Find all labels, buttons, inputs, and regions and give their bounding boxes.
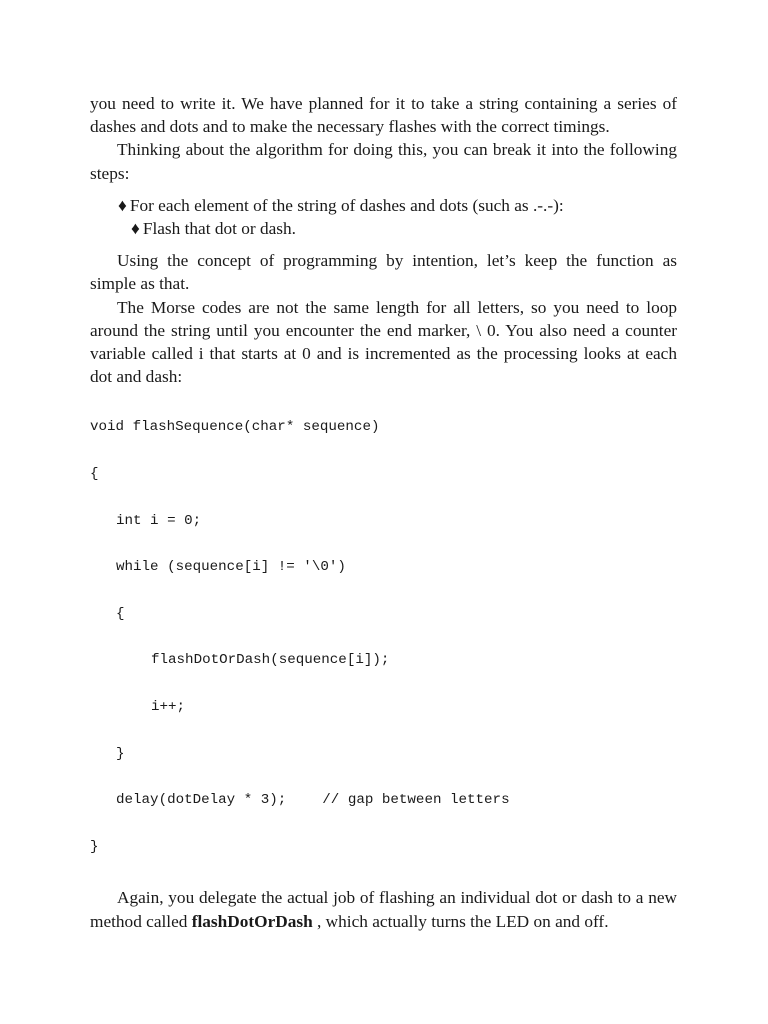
code-line: void flashSequence(char* sequence)	[90, 419, 380, 436]
paragraph-text: Again, you delegate the actual job of flashing an individual dot or dash to a new method called	[90, 888, 677, 931]
list-item-text: Flash that dot or dash.	[142, 219, 296, 239]
code-line: }	[90, 838, 99, 855]
code-line: flashDotOrDash(sequence[i]);	[151, 652, 390, 669]
code-line	[90, 777, 677, 824]
list-item	[90, 217, 677, 240]
code-line: {	[90, 466, 99, 483]
paragraph-delegate	[90, 886, 677, 932]
code-comment: // gap between letters	[322, 792, 510, 809]
diamond-bullet-icon: ♦	[118, 195, 127, 215]
code-line: {	[116, 605, 125, 622]
code-line: i++;	[151, 699, 186, 715]
paragraph-intention: Using the concept of programming by intention, let’s keep the function as simple as that.	[90, 251, 677, 294]
code-line: }	[116, 745, 125, 762]
code-line: while (sequence[i] != '\0')	[116, 559, 346, 576]
list-item-text: For each element of the string of dashes and dots (such as .-.-):	[129, 195, 564, 215]
algorithm-steps-list	[90, 194, 677, 240]
list-item	[90, 194, 677, 217]
page-content	[90, 92, 677, 933]
method-name: flashDotOrDash	[191, 911, 313, 931]
paragraph-intro: you need to write it. We have planned for it to take a string containing a series of dashes and dots and to make the necessary flashes with the correct timings.	[90, 94, 677, 137]
code-block	[90, 404, 677, 870]
paragraph-text: , which actually turns the LED on and off.	[312, 911, 609, 931]
code-line: int i = 0;	[116, 512, 202, 529]
code-statement: delay(dotDelay * 3);	[116, 792, 287, 809]
diamond-bullet-icon: ♦	[131, 219, 140, 239]
paragraph-morse: The Morse codes are not the same length for all letters, so you need to loop around the string until you encounter the end marker, \ 0. You also need a counter variable called i that starts at 0 and is incremented as the processing looks at each dot and dash:	[90, 297, 677, 387]
paragraph-algorithm: Thinking about the algorithm for doing this, you can break it into the following steps:	[90, 140, 677, 183]
